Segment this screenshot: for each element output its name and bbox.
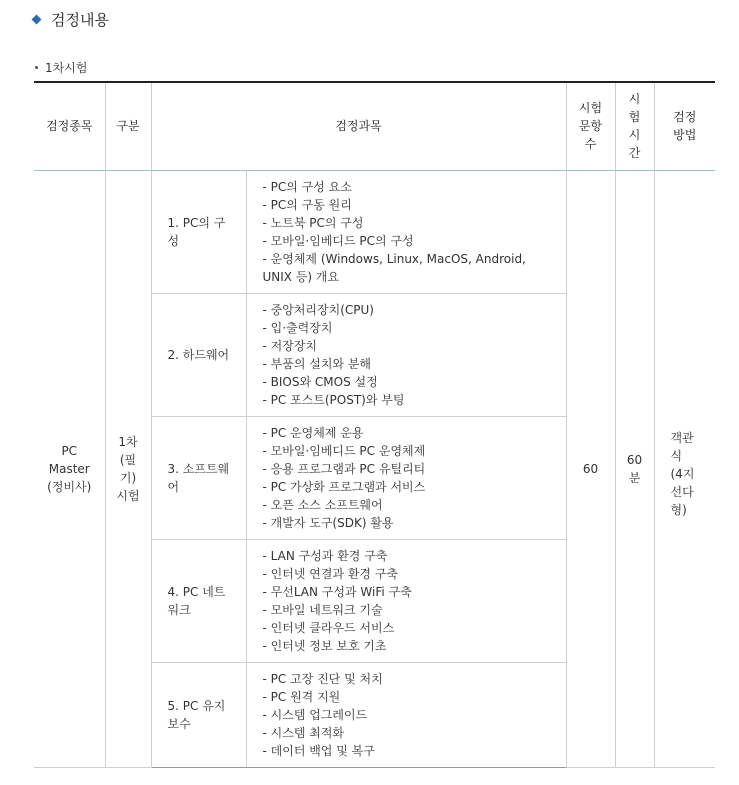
topic-item: - 시스템 업그레이드 bbox=[262, 707, 368, 722]
cell-subject-topics bbox=[246, 293, 566, 416]
sub-section bbox=[35, 59, 87, 76]
topic-item: - 노트북 PC의 구성 bbox=[262, 215, 364, 230]
topic-item: - 개발자 도구(SDK) 활용 bbox=[262, 515, 394, 530]
header-exam-time: 시 험 시 간 bbox=[615, 82, 654, 170]
cell-subject-area: 1. PC의 구 성 bbox=[151, 170, 246, 293]
topic-item: - 인터넷 정보 보호 기초 bbox=[262, 638, 387, 653]
topic-item: - 무선LAN 구성과 WiFi 구축 bbox=[262, 584, 412, 599]
diamond-bullet-icon bbox=[32, 14, 42, 24]
section-title: 검정내용 bbox=[51, 10, 109, 29]
topic-item: - 응용 프로그램과 PC 유틸리티 bbox=[262, 461, 426, 476]
topic-item: - 인터넷 클라우드 서비스 bbox=[262, 620, 395, 635]
topic-item: - 모바일·임베디드 PC의 구성 bbox=[262, 233, 414, 248]
topic-item: - 인터넷 연결과 환경 구축 bbox=[262, 566, 399, 581]
topic-item: - BIOS와 CMOS 설정 bbox=[262, 374, 378, 389]
topic-item: - PC 원격 지원 bbox=[262, 689, 341, 704]
topic-item: - PC 포스트(POST)와 부팅 bbox=[262, 392, 405, 407]
sub-section-title: 1차시험 bbox=[45, 61, 88, 75]
header-exam-method: 검정 방법 bbox=[654, 82, 715, 170]
topic-item: - 데이터 백업 및 복구 bbox=[262, 743, 375, 758]
topic-item: - 저장장치 bbox=[262, 338, 318, 353]
cell-question-count: 60 bbox=[566, 170, 615, 767]
cell-division: 1차 (필 기) 시험 bbox=[105, 170, 151, 767]
section-heading bbox=[33, 8, 109, 30]
topic-item: - 모바일 네트워크 기술 bbox=[262, 602, 383, 617]
header-question-count: 시험 문항 수 bbox=[566, 82, 615, 170]
cell-exam-time: 60 분 bbox=[615, 170, 654, 767]
cell-subject-topics bbox=[246, 416, 566, 539]
table-row bbox=[34, 170, 715, 293]
topic-item: - 입·출력장치 bbox=[262, 320, 333, 335]
cell-exam-type: PC Master (정비사) bbox=[34, 170, 105, 767]
cell-subject-area: 3. 소프트웨 어 bbox=[151, 416, 246, 539]
cell-subject-topics bbox=[246, 539, 566, 662]
topic-item: - PC 운영체제 운용 bbox=[262, 425, 364, 440]
dot-bullet-icon bbox=[35, 66, 38, 69]
topic-item: - PC 가상화 프로그램과 서비스 bbox=[262, 479, 426, 494]
topic-item: - 오픈 소스 소프트웨어 bbox=[262, 497, 383, 512]
topic-item: - 모바일·임베디드 PC 운영체제 bbox=[262, 443, 426, 458]
header-type: 검정종목 bbox=[34, 82, 105, 170]
topic-item: - PC 고장 진단 및 처치 bbox=[262, 671, 383, 686]
header-subjects: 검정과목 bbox=[151, 82, 566, 170]
cell-subject-topics bbox=[246, 662, 566, 767]
topic-item: - 부품의 설치와 분해 bbox=[262, 356, 372, 371]
topic-item: - PC의 구동 원리 bbox=[262, 197, 352, 212]
cell-subject-area: 5. PC 유지 보수 bbox=[151, 662, 246, 767]
cell-subject-area: 2. 하드웨어 bbox=[151, 293, 246, 416]
topic-item: - LAN 구성과 환경 구축 bbox=[262, 548, 388, 563]
topic-item: - 시스템 최적화 bbox=[262, 725, 345, 740]
topic-item: - 운영체제 (Windows, Linux, MacOS, Android, UNIX 등) 개요 bbox=[262, 251, 526, 284]
cell-subject-topics bbox=[246, 170, 566, 293]
table-header-row bbox=[34, 82, 715, 170]
topic-item: - PC의 구성 요소 bbox=[262, 179, 352, 194]
cell-exam-method: 객관 식 (4지 선다 형) bbox=[654, 170, 715, 767]
header-division: 구분 bbox=[105, 82, 151, 170]
topic-item: - 중앙처리장치(CPU) bbox=[262, 302, 374, 317]
cell-subject-area: 4. PC 네트 워크 bbox=[151, 539, 246, 662]
table-body bbox=[34, 170, 715, 767]
exam-content-table bbox=[34, 81, 715, 768]
